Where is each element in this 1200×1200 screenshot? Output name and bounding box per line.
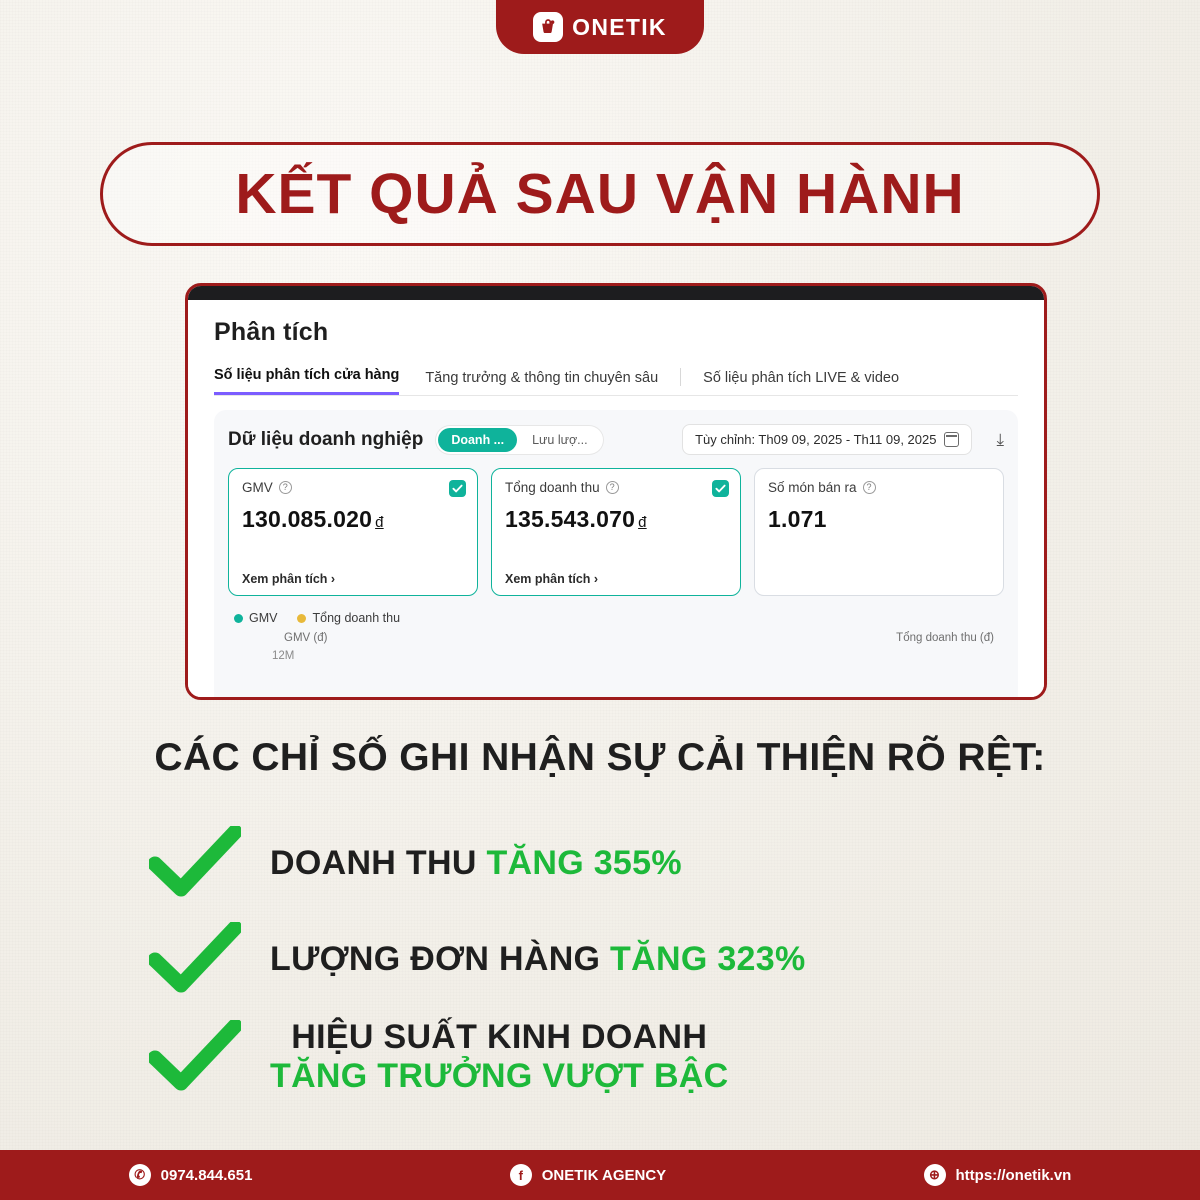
- result-highlight: TĂNG 355%: [486, 843, 682, 882]
- legend-item-gmv[interactable]: [234, 611, 277, 625]
- legend-label: Tổng doanh thu: [312, 611, 401, 625]
- check-icon: [120, 1020, 270, 1094]
- metric-card-gmv[interactable]: [228, 468, 478, 596]
- legend-dot-total-revenue: [297, 614, 306, 623]
- chart-y-axis-right-label: Tổng doanh thu (đ): [896, 632, 994, 644]
- result-text: [270, 844, 682, 883]
- metric-card-total-revenue[interactable]: [491, 468, 741, 596]
- title-pill: [100, 142, 1100, 246]
- metric-value: 135.543.070: [505, 506, 636, 532]
- metric-label: GMV: [242, 480, 273, 495]
- tab-store-analytics[interactable]: Số liệu phân tích cửa hàng: [214, 363, 399, 395]
- help-icon[interactable]: ?: [863, 481, 876, 494]
- results-headline: CÁC CHỈ SỐ GHI NHẬN SỰ CẢI THIỆN RÕ RỆT:: [154, 736, 1046, 779]
- list-item: [0, 826, 1200, 900]
- list-item: [0, 1018, 1200, 1097]
- result-highlight: TĂNG 323%: [610, 939, 806, 978]
- globe-icon: ⊕: [924, 1164, 946, 1186]
- metric-card-items-sold[interactable]: [754, 468, 1004, 596]
- phone-icon: ✆: [129, 1164, 151, 1186]
- footer-phone[interactable]: [129, 1164, 253, 1186]
- view-analysis-link[interactable]: Xem phân tích ›: [242, 572, 336, 586]
- page-title: KẾT QUẢ SAU VẬN HÀNH: [235, 161, 965, 226]
- business-data-panel: [214, 410, 1018, 700]
- tab-divider: [680, 368, 681, 386]
- tab-growth-insights[interactable]: Tăng trưởng & thông tin chuyên sâu: [425, 370, 659, 386]
- metric-value: 1.071: [768, 506, 827, 532]
- checkbox-checked-icon[interactable]: [712, 480, 729, 497]
- calendar-icon: [944, 432, 959, 447]
- metric-label: Tổng doanh thu: [505, 480, 600, 495]
- footer-phone-label: 0974.844.651: [160, 1166, 253, 1184]
- panel-title: Dữ liệu doanh nghiệp: [228, 428, 424, 450]
- date-range-label: Tùy chỉnh: Th09 09, 2025 - Th11 09, 2025: [695, 432, 937, 447]
- chart-legend: [228, 611, 1004, 625]
- shopping-bag-icon: [533, 12, 563, 42]
- metric-value: 130.085.020: [242, 506, 373, 532]
- metric-segmented-control[interactable]: [435, 425, 603, 455]
- brand-name: ONETIK: [572, 13, 667, 40]
- tab-live-video-analytics[interactable]: Số liệu phân tích LIVE & video: [703, 370, 900, 386]
- legend-label: GMV: [249, 611, 278, 625]
- chart-y-tick: 12M: [272, 650, 295, 662]
- chart-y-axis-left-label: GMV (đ): [284, 632, 328, 644]
- analytics-title: Phân tích: [214, 318, 329, 346]
- download-icon[interactable]: ⤓: [996, 429, 1004, 449]
- result-text: [270, 1018, 729, 1097]
- view-analysis-link[interactable]: Xem phân tích ›: [505, 572, 599, 586]
- metric-unit: đ: [375, 514, 384, 531]
- result-text: [270, 940, 805, 979]
- metric-card-list: [228, 468, 1004, 596]
- metric-label: Số món bán ra: [768, 480, 857, 495]
- segment-revenue[interactable]: Doanh ...: [438, 428, 517, 452]
- facebook-icon: f: [510, 1164, 532, 1186]
- footer-facebook-label: ONETIK AGENCY: [541, 1166, 667, 1184]
- legend-item-total-revenue[interactable]: [297, 611, 400, 625]
- checkbox-checked-icon[interactable]: [449, 480, 466, 497]
- footer-website[interactable]: [924, 1164, 1072, 1186]
- help-icon[interactable]: ?: [279, 481, 292, 494]
- help-icon[interactable]: ?: [606, 481, 619, 494]
- analytics-screenshot: [185, 283, 1047, 700]
- brand-badge: [496, 0, 704, 54]
- analytics-tabs: [214, 363, 1018, 396]
- segment-traffic[interactable]: Lưu lượ...: [532, 432, 588, 447]
- browser-topbar: [188, 286, 1044, 300]
- check-icon: [120, 826, 270, 900]
- result-prefix: DOANH THU: [270, 843, 487, 882]
- footer-facebook[interactable]: [510, 1164, 666, 1186]
- footer-website-label: https://onetik.vn: [955, 1166, 1072, 1184]
- result-prefix: LƯỢNG ĐƠN HÀNG: [270, 939, 611, 978]
- metric-unit: đ: [638, 514, 647, 531]
- check-icon: [120, 922, 270, 996]
- result-line2: TĂNG TRƯỞNG VƯỢT BẬC: [270, 1057, 729, 1096]
- date-range-picker[interactable]: [682, 424, 972, 455]
- list-item: [0, 922, 1200, 996]
- results-list: [0, 826, 1200, 1119]
- result-prefix: HIỆU SUẤT KINH DOANH: [291, 1018, 708, 1056]
- legend-dot-gmv: [234, 614, 243, 623]
- footer-bar: [0, 1150, 1200, 1200]
